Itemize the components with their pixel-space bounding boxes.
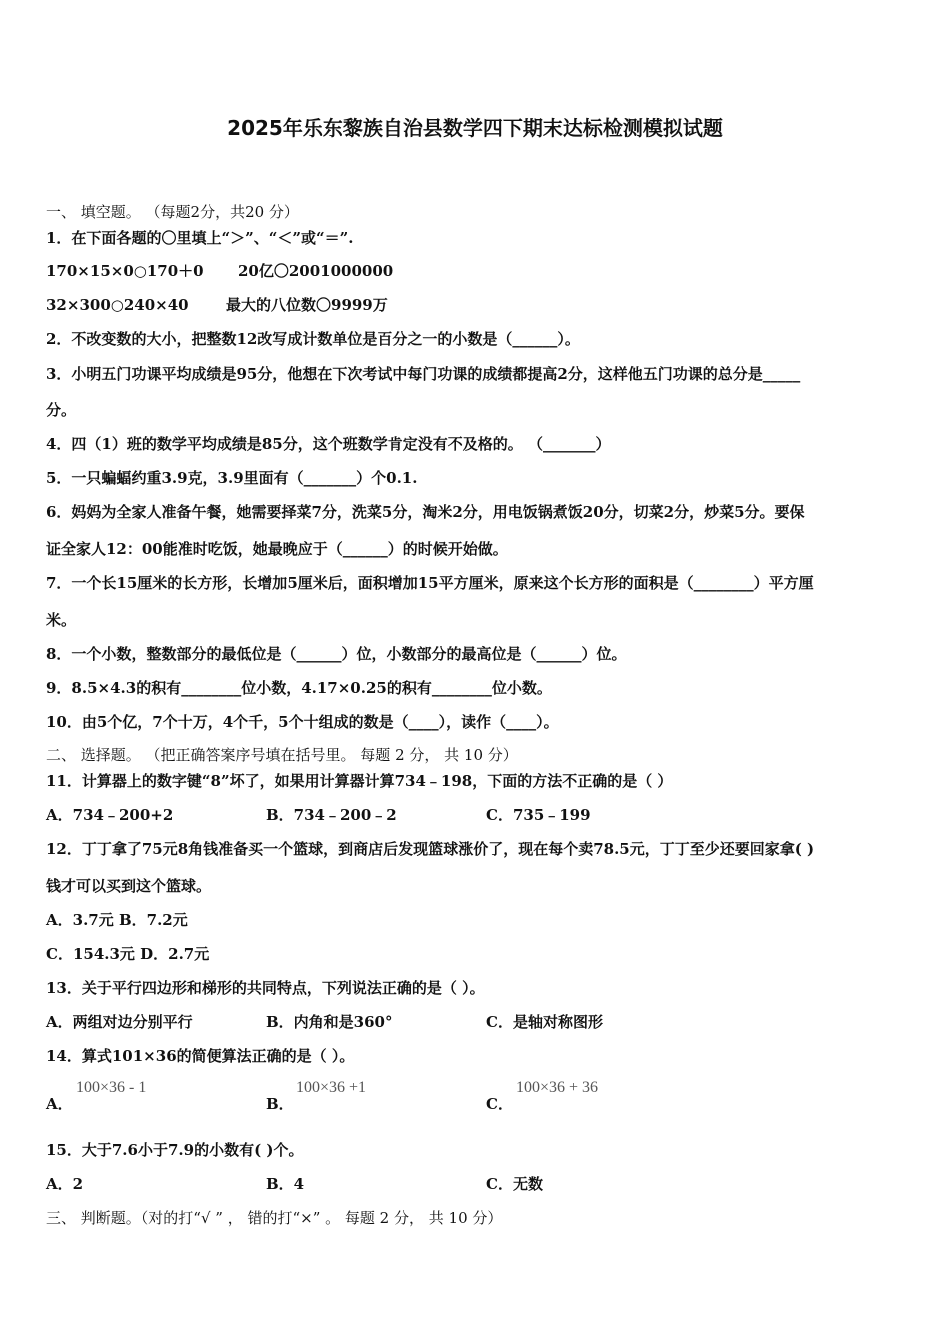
section1-heading: 一、 填空题。 （每题2分，共20 分）	[46, 203, 299, 221]
question-4: 4．四（1）班的数学平均成绩是85分，这个班数学肯定没有不及格的。 （_______）	[46, 435, 611, 453]
q14-option-c-formula: 100×36 + 36	[516, 1079, 599, 1096]
question-2: 2．不改变数的大小，把整数12改写成计数单位是百分之一的小数是（______）。	[46, 330, 580, 348]
q12-options-cd[interactable]: C．154.3元 D．2.7元	[46, 945, 210, 963]
q14-option-b[interactable]	[266, 1079, 367, 1113]
question-1-row1	[46, 262, 906, 280]
q11-option-b[interactable]: B．734﹣200﹣2	[266, 806, 397, 824]
q1-item-d: 最大的八位数〇9999万	[226, 296, 388, 314]
q14-option-b-label: B．	[266, 1095, 294, 1113]
q14-option-a[interactable]	[46, 1079, 147, 1113]
q15-option-a[interactable]: A．2	[46, 1175, 84, 1193]
question-10: 10．由5个亿，7个十万，4个千，5个十组成的数是（____），读作（____）。	[46, 713, 559, 731]
q11-option-c[interactable]: C．735﹣199	[486, 806, 591, 824]
question-3-line1: 3．小明五门功课平均成绩是95分，他想在下次考试中每门功课的成绩都提高2分，这样他五门功课的总分是_____	[46, 365, 801, 383]
question-1-row2	[46, 296, 906, 314]
section3-heading: 三、 判断题。（对的打“√ ” ， 错的打“×” 。 每题 2 分， 共 10 分）	[46, 1209, 503, 1227]
q1-item-c: 32×300○240×40	[46, 296, 189, 314]
question-6-line2: 证全家人12：00能准时吃饭，她最晚应于（______）的时候开始做。	[46, 540, 508, 558]
question-5: 5．一只蝙蝠约重3.9克，3.9里面有（_______）个0.1.	[46, 469, 418, 487]
question-12-line2: 钱才可以买到这个篮球。	[46, 877, 212, 895]
question-9: 9．8.5×4.3的积有________位小数，4.17×0.25的积有________位小数。	[46, 679, 552, 697]
q13-option-b[interactable]: B．内角和是360°	[266, 1013, 393, 1031]
question-13: 13．关于平行四边形和梯形的共同特点，下列说法正确的是（ ）。	[46, 979, 485, 997]
q14-option-c-label: C．	[486, 1095, 513, 1113]
question-14: 14．算式101×36的简便算法正确的是（ ）。	[46, 1047, 355, 1065]
q14-option-a-formula: 100×36 - 1	[76, 1079, 147, 1096]
q13-option-c[interactable]: C．是轴对称图形	[486, 1013, 603, 1031]
q15-option-c[interactable]: C．无数	[486, 1175, 543, 1193]
q12-options-ab[interactable]: A．3.7元 B．7.2元	[46, 911, 188, 929]
question-12-line1: 12．丁丁拿了75元8角钱准备买一个篮球，到商店后发现篮球涨价了，现在每个卖78.5元，丁丁至少还要回家拿( )	[46, 840, 815, 858]
q11-option-a[interactable]: A．734﹣200+2	[46, 806, 174, 824]
question-7-line2: 米。	[46, 611, 77, 629]
question-11: 11．计算器上的数字键“8”坏了，如果用计算器计算734﹣198，下面的方法不正确的是（ ）	[46, 772, 673, 790]
q14-option-b-formula: 100×36 +1	[296, 1079, 367, 1096]
page-title: 2025年乐东黎族自治县数学四下期末达标检测模拟试题	[227, 116, 723, 140]
question-3-line2: 分。	[46, 401, 77, 419]
question-8: 8．一个小数，整数部分的最低位是（______）位，小数部分的最高位是（______）位。	[46, 645, 627, 663]
question-6-line1: 6．妈妈为全家人准备午餐，她需要择菜7分，洗菜5分，淘米2分，用电饭锅煮饭20分，切菜2分，炒菜5分。要保	[46, 503, 805, 521]
q1-item-b: 20亿〇2001000000	[238, 262, 394, 280]
q15-option-b[interactable]: B．4	[266, 1175, 305, 1193]
q1-item-a: 170×15×0○170＋0	[46, 262, 204, 280]
question-1: 1．在下面各题的〇里填上“＞”、“＜”或“＝”.	[46, 229, 354, 247]
q14-option-a-label: A．	[46, 1095, 73, 1113]
q14-option-c[interactable]	[486, 1079, 599, 1113]
section2-heading: 二、 选择题。 （把正确答案序号填在括号里。 每题 2 分， 共 10 分）	[46, 746, 518, 764]
question-15: 15．大于7.6小于7.9的小数有( )个。	[46, 1141, 304, 1159]
question-7-line1: 7．一个长15厘米的长方形，长增加5厘米后，面积增加15平方厘米，原来这个长方形的面积是（________）平方厘	[46, 574, 814, 592]
q13-option-a[interactable]: A．两组对边分别平行	[46, 1013, 193, 1031]
